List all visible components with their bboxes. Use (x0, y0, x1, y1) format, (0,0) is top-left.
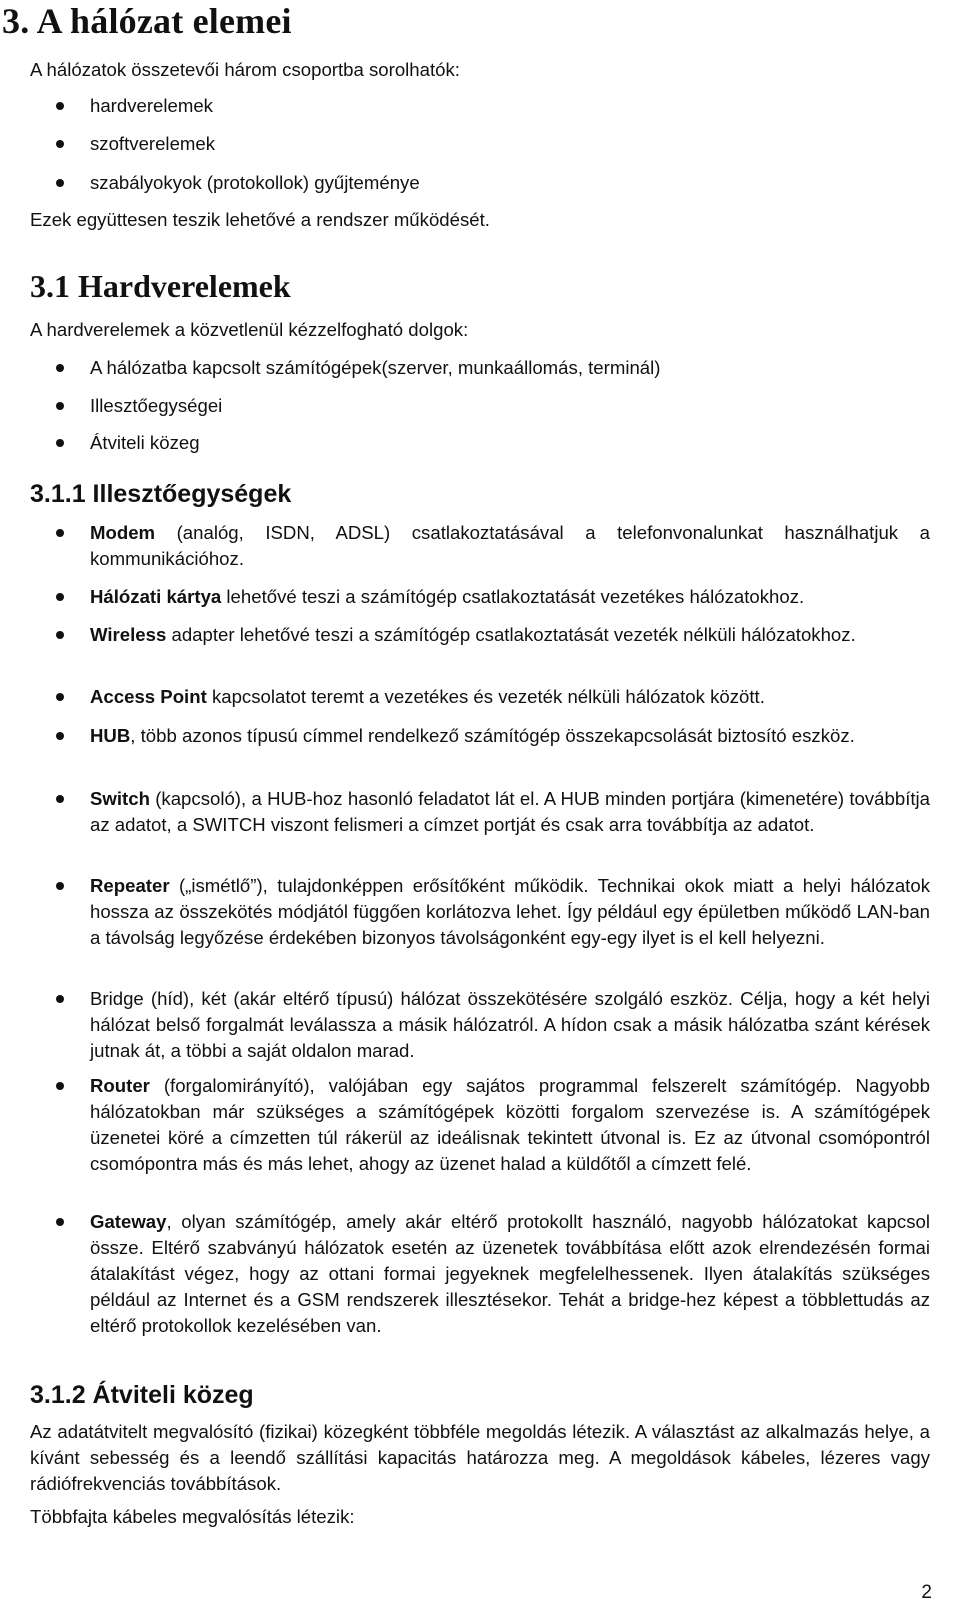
hardware-intro: A hardverelemek a közvetlenül kézzelfogható dolgok: (30, 319, 469, 340)
description: , olyan számítógép, amely akár eltérő protokollt használó, nagyobb hálózatokat kapcsol össze. Eltérő szabványú hálózatok esetén az üzenetek továbbítása előtt azok elrendezésén formai átalakítást végez, hogy az ottani formai jegyeknek megfelelhessenek. Ilyen átalakítás szükséges például az Internet és a GSM rendszerek illesztésekor. Tehát a bridge-hez képest a többlettudás az eltérő protokollok kezelésében van. (90, 1211, 930, 1336)
intro-text: A hálózatok összetevői három csoportba sorolhatók: (30, 59, 460, 80)
list-item-text: Átviteli közeg (90, 432, 200, 453)
list-item-repeater (56, 873, 930, 951)
bullet-icon (56, 732, 64, 740)
bullet-icon (56, 795, 64, 803)
bullet-icon (56, 1082, 64, 1090)
list-item-text: szoftverelemek (90, 133, 216, 154)
list-item-hub (56, 723, 930, 749)
description: kapcsolatot teremt a vezetékes és vezeték nélküli hálózatok között. (206, 686, 765, 707)
list-item (56, 170, 930, 196)
list-item-wireless (56, 622, 930, 648)
term: Repeater (90, 875, 170, 896)
list-item-switch (56, 786, 930, 838)
list-item-modem (56, 520, 930, 572)
list-item-text: A hálózatba kapcsolt számítógépek(szerver, munkaállomás, terminál) (90, 357, 661, 378)
list-item (56, 393, 930, 419)
bullet-icon (56, 995, 64, 1003)
list-item-network-card (56, 584, 930, 610)
list-item-text: Illesztőegységei (90, 395, 223, 416)
section-heading-adapters: 3.1.1 Illesztőegységek (30, 480, 292, 508)
list-item-router (56, 1073, 930, 1177)
term: Modem (90, 522, 156, 543)
section-heading-medium: 3.1.2 Átviteli közeg (30, 1381, 254, 1409)
term: Gateway (90, 1211, 167, 1232)
cable-intro: Többfajta kábeles megvalósítás létezik: (30, 1506, 355, 1527)
bullet-icon (56, 140, 64, 148)
list-item-text: hardverelemek (90, 95, 213, 116)
summary-text: Ezek együttesen teszik lehetővé a rendszer működését. (30, 209, 490, 230)
description: , több azonos típusú címmel rendelkező számítógép összekapcsolását biztosító eszköz. (130, 725, 855, 746)
description: lehetővé teszi a számítógép csatlakoztatását vezetékes hálózatokhoz. (221, 586, 805, 607)
term: Switch (90, 788, 150, 809)
bullet-icon (56, 179, 64, 187)
term: Hálózati kártya (90, 586, 222, 607)
list-item-bridge (56, 986, 930, 1064)
list-item (56, 131, 930, 157)
section-heading-hardware: 3.1 Hardverelemek (30, 268, 291, 304)
medium-paragraph: Az adatátvitelt megvalósító (fizikai) közegként többféle megoldás létezik. A választást az alkalmazás helye, a kívánt sebesség és a leendő szállítási kapacitás határozza meg. A megoldások kábeles, lézeres vagy rádiófrekvenciás továbbítások. (30, 1421, 930, 1494)
page-number: 2 (921, 1582, 932, 1603)
bullet-icon (56, 882, 64, 890)
description: (forgalomirányító), valójában egy sajátos programmal felszerelt számítógép. Nagyobb hálózatokban már szükséges a számítógépek közötti forgalom szervezése is. A számítógépek üzenetei köré a címzetten túl rákerül az ideálisnak tekintett útvonal is. Ez az útvonal csomópontról csomópontra más és más lehet, ahogy az üzenet halad a küldőtől a címzett felé. (90, 1075, 930, 1174)
description: adapter lehetővé teszi a számítógép csatlakoztatását vezeték nélküli hálózatokhoz. (166, 624, 856, 645)
term: Access Point (90, 686, 207, 707)
bullet-icon (56, 364, 64, 372)
main-heading: 3. A hálózat elemei (2, 1, 292, 41)
list-item (56, 430, 930, 456)
description: Bridge (híd), két (akár eltérő típusú) hálózat összekötésére szolgáló eszköz. Célja, hogy a két helyi hálózat belső forgalmát leválassza a másik hálózatról. A hídon csak a másik hálózatba szánt kérések jutnak át, a többi a saját oldalon marad. (90, 988, 930, 1061)
term: Router (90, 1075, 150, 1096)
list-item (56, 93, 930, 119)
bullet-icon (56, 402, 64, 410)
bullet-icon (56, 1218, 64, 1226)
list-item-text: szabályokyok (protokollok) gyűjteménye (90, 172, 420, 193)
list-item-gateway (56, 1209, 930, 1339)
description: (kapcsoló), a HUB-hoz hasonló feladatot lát el. A HUB minden portjára (kimenetére) továbbítja az adatot, a SWITCH viszont felismeri a címzet portját és csak arra továbbítja az adatot. (90, 788, 930, 835)
list-item (56, 355, 930, 381)
bullet-icon (56, 593, 64, 601)
list-item-access-point (56, 684, 930, 710)
description: (analóg, ISDN, ADSL) csatlakoztatásával a telefonvonalunkat használhatjuk a kommunikációhoz. (90, 522, 930, 569)
term: HUB (90, 725, 131, 746)
term: Wireless (90, 624, 167, 645)
bullet-icon (56, 102, 64, 110)
bullet-icon (56, 631, 64, 639)
bullet-icon (56, 439, 64, 447)
bullet-icon (56, 529, 64, 537)
description: („ismétlő”), tulajdonképpen erősítőként működik. Technikai okok miatt a helyi hálózatok hossza az összekötés módjától függően korlátozva lehet. Így például egy épületben működő LAN-ban a távolság legyőzése érdekében bizonyos távolságonként egy-egy ilyet is el kell helyezni. (90, 875, 930, 948)
bullet-icon (56, 693, 64, 701)
